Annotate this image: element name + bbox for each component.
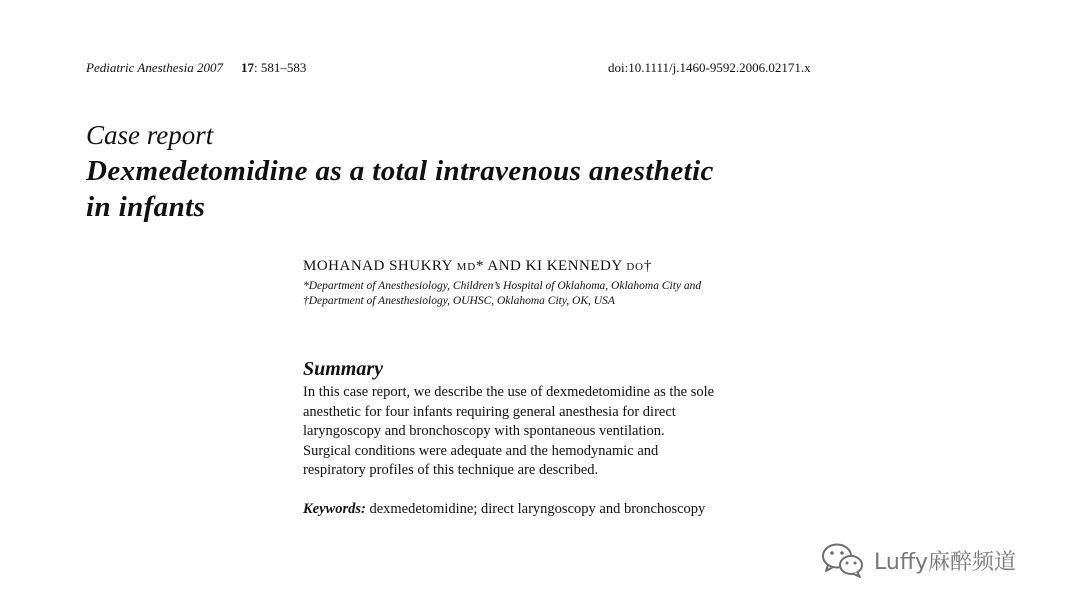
article-type: Case report xyxy=(86,120,214,150)
keywords-text: dexmedetomidine; direct laryngoscopy and bronchoscopy xyxy=(365,501,706,517)
keywords xyxy=(303,501,705,518)
watermark xyxy=(820,540,1016,580)
keywords-label: Keywords: xyxy=(303,501,366,517)
article-title: Dexmedetomidine as a total intravenous anesthetic in infants xyxy=(86,155,714,223)
author-1-degree: MD xyxy=(456,261,476,273)
summary-line: anesthetic for four infants requiring general anesthesia for direct xyxy=(303,403,676,420)
affiliation-2: †Department of Anesthesiology, OUHSC, Oklahoma City, OK, USA xyxy=(303,295,615,307)
author-1-mark: * xyxy=(475,258,484,274)
summary-text xyxy=(303,383,783,481)
journal-citation xyxy=(86,60,306,76)
summary-line: In this case report, we describe the use of dexmedetomidine as the sole xyxy=(303,384,715,400)
author-conjunction: AND xyxy=(483,258,526,274)
author-2-degree: DO xyxy=(626,261,644,273)
journal-volume: 17 xyxy=(240,60,254,75)
watermark-text: Luffy麻醉频道 xyxy=(874,549,1016,575)
author-1-name: MOHANAD SHUKRY xyxy=(303,258,453,274)
summary-line: laryngoscopy and bronchoscopy with spontaneous ventilation. xyxy=(303,423,665,439)
journal-name: Pediatric Anesthesia 2007 xyxy=(86,60,223,75)
summary-line: respiratory profiles of this technique are described. xyxy=(303,462,599,478)
author-2-name: KI KENNEDY xyxy=(525,258,623,274)
journal-pages: : 581–583 xyxy=(253,60,307,75)
affiliation-1: *Department of Anesthesiology, Children’s Hospital of Oklahoma, Oklahoma City and xyxy=(303,280,702,292)
author-list xyxy=(303,258,652,275)
wechat-icon xyxy=(820,541,866,579)
doi: doi:10.1111/j.1460-9592.2006.02171.x xyxy=(608,60,811,75)
summary-line: Surgical conditions were adequate and the hemodynamic and xyxy=(303,442,659,459)
summary-heading: Summary xyxy=(303,358,384,380)
author-2-mark: † xyxy=(643,258,652,274)
